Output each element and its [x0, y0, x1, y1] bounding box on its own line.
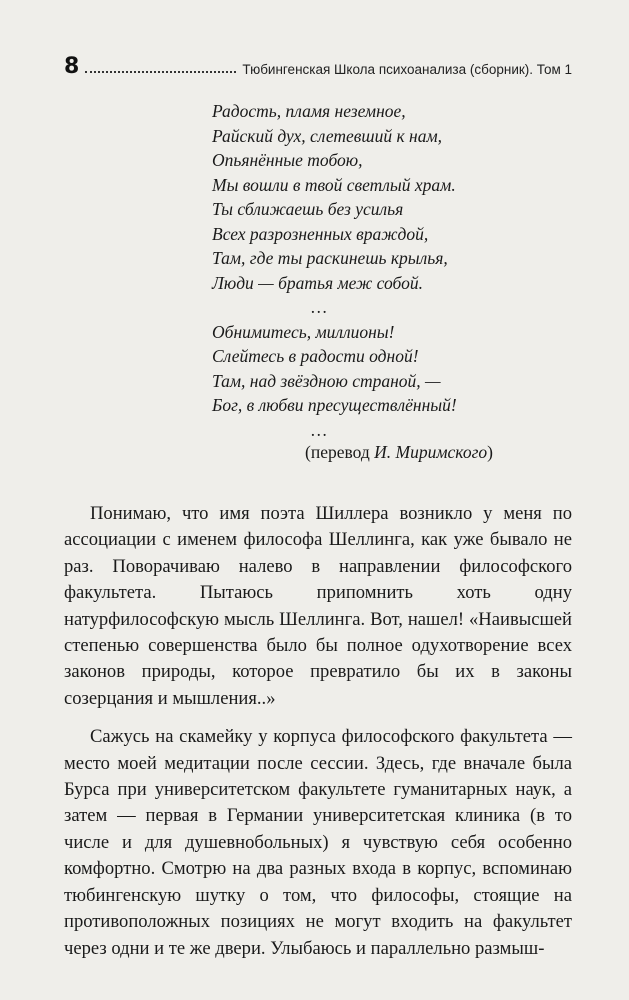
body-text [64, 501, 572, 974]
poem-epigraph [212, 99, 542, 442]
poem-line: Слейтесь в радости одной! [212, 346, 419, 366]
page-number: 8 [64, 54, 80, 79]
paragraph: Понимаю, что имя поэта Шиллера возникло у меня по ассоциации с именем философа Шеллинга, как уже бывало не раз. Поворачиваю налево в направлении философского факультета. Пытаюсь припомнить хоть одну натурфилософскую мысль Шеллинга. Вот, нашел! «Наивысшей степенью совершенства было бы полное одухотворение всех законов природы, которое превратило бы их в законы созерцания и мышления..» [64, 503, 572, 709]
poem-line: Опьянённые тобою, [212, 150, 363, 170]
poem-line: Ты сближаешь без усилья [212, 199, 404, 219]
paragraph: Сажусь на скамейку у корпуса философского факультета — место моей медитации после сессии. Здесь, где вначале была Бурса при университетском факультете гуманитарных наук, а затем — первая в Германии университетская клиника (в то числе и для душевнобольных) я чувствую себя особенно комфортно. Смотрю на два разных входа в корпус, вспоминаю тюбингенскую шутку о том, что философы, стоящие на противоположных позициях не могут входить на факультет через одни и те же двери. Улыбаюсь и параллельно размыш- [64, 726, 572, 959]
poem-line: Там, где ты раскинешь крылья, [212, 248, 448, 268]
running-title: Тюбингенская Школа психоанализа (сборник). Том 1 [242, 62, 572, 77]
translation-attribution [305, 442, 493, 463]
poem-line: Радость, пламя неземное, [212, 101, 406, 121]
poem-ellipsis: … [310, 419, 328, 440]
leader-dots [85, 70, 236, 73]
poem-line: Люди — братья меж собой. [212, 272, 423, 293]
poem-line: Там, над звёздною страной, — [212, 370, 441, 391]
poem-line: Мы вошли в твой светлый храм. [212, 174, 456, 195]
attribution-suffix: ) [487, 442, 493, 462]
poem-ellipsis: … [310, 297, 328, 317]
poem-line: Бог, в любви пресуществлённый! [212, 395, 457, 415]
translator-name: И. Миримского [374, 442, 488, 462]
attribution-prefix: (перевод [305, 442, 375, 462]
poem-line: Всех разрозненных враждой, [212, 223, 429, 244]
page-header [64, 52, 572, 78]
poem-line: Обнимитесь, миллионы! [212, 321, 395, 342]
poem-line: Райский дух, слетевший к нам, [212, 125, 443, 146]
